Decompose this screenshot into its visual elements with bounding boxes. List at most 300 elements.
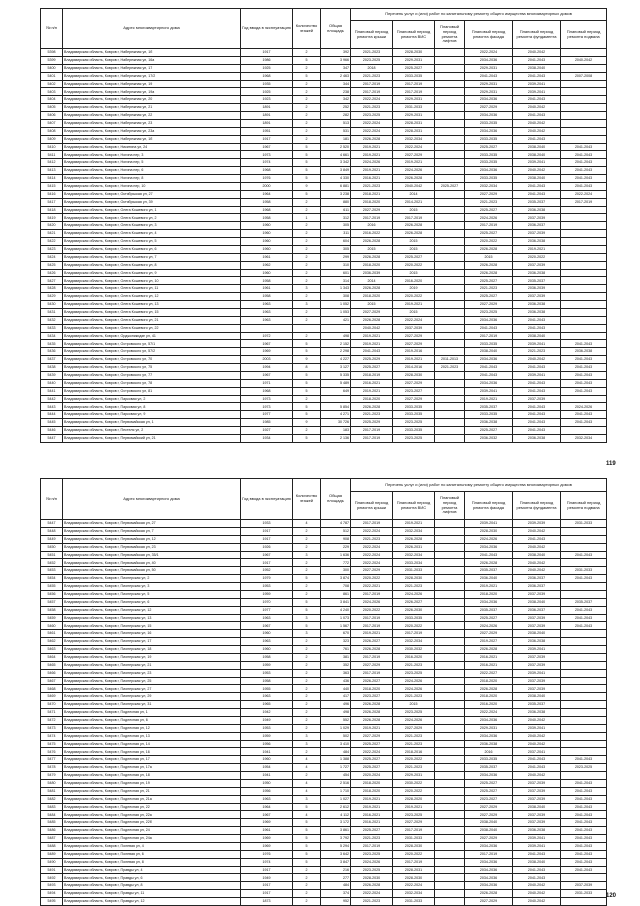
row-area: 30 726 — [321, 419, 351, 427]
row-address: Владимирская область, Ковров г, Островского ул, 77 — [63, 371, 241, 379]
row-foundation: 2039-2041 — [513, 724, 561, 732]
row-basement — [561, 308, 607, 316]
row-address: Владимирская область, Ковров г, Олега Кошевого ул, 12 — [63, 293, 241, 301]
row-foundation: 2040-2042 — [513, 127, 561, 135]
row-vis: 2014-2016 — [393, 364, 435, 372]
row-foundation: 2038-2040 — [513, 551, 561, 559]
row-area: 314 — [321, 277, 351, 285]
table-row — [41, 151, 607, 159]
row-roof: 2022-2024 — [351, 96, 393, 104]
row-facade: 2033-2035 — [465, 340, 513, 348]
row-lifts — [435, 685, 465, 693]
row-foundation: 2040-2042 — [513, 740, 561, 748]
row-vis: 2026-2028 — [393, 222, 435, 230]
table-row — [41, 535, 607, 543]
row-address: Владимирская область, Ковров г, Парковая ул, 8 — [63, 403, 241, 411]
row-floors: 4 — [293, 764, 321, 772]
row-floors: 4 — [293, 520, 321, 528]
row-facade: 2039-2041 — [465, 387, 513, 395]
row-roof: 2018-2020 — [351, 293, 393, 301]
row-roof: 2023-2025 — [351, 850, 393, 858]
row-number: 5408 — [41, 127, 63, 135]
row-lifts — [435, 677, 465, 685]
row-roof: 2025-2027 — [351, 740, 393, 748]
row-vis: 2033-2035 — [393, 403, 435, 411]
row-address: Владимирская область, Ковров г, Подлесная ул, 24а — [63, 835, 241, 843]
row-lifts — [435, 135, 465, 143]
row-address: Владимирская область, Ковров г, Пионерская ул, 17 — [63, 638, 241, 646]
row-foundation: 2041-2043 — [513, 56, 561, 64]
row-vis: 2023-2027 — [393, 387, 435, 395]
row-lifts — [435, 819, 465, 827]
row-floors: 5 — [293, 175, 321, 183]
row-roof: 2025-2027 — [351, 756, 393, 764]
row-roof: 2024-2026 — [351, 159, 393, 167]
row-facade: 2035-2037 — [465, 764, 513, 772]
row-address: Владимирская область, Ковров г, Подлесная ул, 1 — [63, 709, 241, 717]
row-roof: 2018-2021 — [351, 190, 393, 198]
row-year: 1952 — [241, 567, 293, 575]
row-roof: 2015 — [351, 245, 393, 253]
header-num: № п/п — [41, 479, 63, 520]
row-year: 1979 — [241, 575, 293, 583]
row-address: Владимирская область, Ковров г, Пионерская ул, 13 — [63, 614, 241, 622]
row-roof: 2017-2019 — [351, 214, 393, 222]
row-roof: 2024-2026 — [351, 598, 393, 606]
row-facade: 2029-2031 — [465, 724, 513, 732]
row-vis: 2027-2029 — [393, 724, 435, 732]
row-foundation: 2039-2041 — [513, 80, 561, 88]
row-address: Владимирская область, Ковров г, Подлесная ул, 18 — [63, 772, 241, 780]
row-vis: 2019-2021 — [393, 520, 435, 528]
row-address: Владимирская область, Ковров г, Подлесная ул, 22а — [63, 811, 241, 819]
row-number: 5429 — [41, 293, 63, 301]
row-area: 1 052 — [321, 301, 351, 309]
row-foundation: 2041-2043 — [513, 419, 561, 427]
row-lifts — [435, 779, 465, 787]
row-address: Владимирская область, Ковров г, Полевая ул, 4 — [63, 842, 241, 850]
row-facade: 2025-2027 — [465, 427, 513, 435]
row-basement — [561, 285, 607, 293]
table-row — [41, 49, 607, 57]
row-roof: 2016-2022 — [351, 230, 393, 238]
row-address: Владимирская область, Ковров г, Олега Кошевого ул, 7 — [63, 253, 241, 261]
row-lifts — [435, 614, 465, 622]
row-foundation: 2036-2038 — [513, 709, 561, 717]
row-number: 5491 — [41, 866, 63, 874]
row-number: 5398 — [41, 49, 63, 57]
row-roof: 2027-2029 — [351, 661, 393, 669]
row-floors: 5 — [293, 850, 321, 858]
row-lifts — [435, 119, 465, 127]
row-facade: 2015 — [465, 253, 513, 261]
row-floors: 5 — [293, 575, 321, 583]
row-floors: 5 — [293, 827, 321, 835]
row-vis: 2014-2021 — [393, 198, 435, 206]
row-year: 1960 — [241, 269, 293, 277]
row-vis: 2033-2035 — [393, 614, 435, 622]
row-address: Владимирская область, Ковров г, Пионерская ул, 16 — [63, 630, 241, 638]
row-vis: 2020-2022 — [393, 756, 435, 764]
row-area: 181 — [321, 135, 351, 143]
row-year: 1963 — [241, 301, 293, 309]
row-year: 1917 — [241, 890, 293, 898]
row-area: 1 027 — [321, 795, 351, 803]
row-roof: 2018-2020 — [351, 787, 393, 795]
row-basement — [561, 709, 607, 717]
row-facade: 2025-2027 — [465, 293, 513, 301]
row-floors: 2 — [293, 64, 321, 72]
table-row — [41, 764, 607, 772]
row-floors: 5 — [293, 622, 321, 630]
table-row — [41, 866, 607, 874]
row-lifts — [435, 245, 465, 253]
row-foundation: 2037-2039 — [513, 811, 561, 819]
row-lifts — [435, 803, 465, 811]
row-year: 1964 — [241, 803, 293, 811]
row-floors: 5 — [293, 143, 321, 151]
row-year: 1917 — [241, 535, 293, 543]
row-address: Владимирская область, Ковров г, Островского ул, 57/2 — [63, 348, 241, 356]
row-floors: 2 — [293, 269, 321, 277]
row-lifts — [435, 206, 465, 214]
row-foundation: 2040-2042 — [513, 898, 561, 906]
row-area: 2 520 — [321, 143, 351, 151]
row-year: 1967 — [241, 143, 293, 151]
row-lifts — [435, 285, 465, 293]
row-number: 5454 — [41, 575, 63, 583]
row-vis: 2020-2022 — [393, 787, 435, 795]
row-foundation: 2038-2040 — [513, 598, 561, 606]
table-row — [41, 842, 607, 850]
row-number: 5443 — [41, 403, 63, 411]
row-foundation: 2041-2043 — [513, 379, 561, 387]
row-address: Владимирская область, Ковров г, Парковая ул, 2 — [63, 395, 241, 403]
table-row — [41, 56, 607, 64]
table-row — [41, 104, 607, 112]
row-facade: 2017-2019 — [465, 332, 513, 340]
row-basement: 2041-2043 — [561, 167, 607, 175]
row-foundation: 2040-2042 — [513, 882, 561, 890]
row-floors: 2 — [293, 709, 321, 717]
row-year: 1958 — [241, 293, 293, 301]
row-foundation: 2039-2041 — [513, 371, 561, 379]
row-area: 454 — [321, 772, 351, 780]
row-facade: 2022-2024 — [465, 49, 513, 57]
row-roof: 2017-2019 — [351, 614, 393, 622]
row-floors: 2 — [293, 882, 321, 890]
row-lifts — [435, 395, 465, 403]
row-basement — [561, 269, 607, 277]
row-year: 1963 — [241, 614, 293, 622]
row-lifts — [435, 403, 465, 411]
row-basement: 2041-2043 — [561, 175, 607, 183]
row-year: 1976 — [241, 175, 293, 183]
row-address: Владимирская область, Ковров г, Пионерская ул, 31 — [63, 701, 241, 709]
row-foundation: 2040-2042 — [513, 567, 561, 575]
header-year: Год ввода в эксплуатацию — [241, 479, 293, 520]
row-lifts — [435, 190, 465, 198]
row-number: 5455 — [41, 583, 63, 591]
header-num: № п/п — [41, 9, 63, 49]
row-basement: 2041-2043 — [561, 182, 607, 190]
row-number: 5488 — [41, 842, 63, 850]
row-facade: 2033-2035 — [465, 119, 513, 127]
row-address: Владимирская область, Ковров г, Набережная ул, 19 — [63, 80, 241, 88]
table-row — [41, 551, 607, 559]
row-vis: 2032-2034 — [393, 638, 435, 646]
row-year: 1917 — [241, 527, 293, 535]
row-vis: 2023-2025 — [393, 434, 435, 442]
row-year: 1891 — [241, 112, 293, 120]
row-roof: 2024-2026 — [351, 858, 393, 866]
row-lifts — [435, 590, 465, 598]
row-lifts — [435, 324, 465, 332]
row-foundation: 2037-2039 — [513, 819, 561, 827]
row-lifts — [435, 159, 465, 167]
row-year: 1923 — [241, 96, 293, 104]
row-year: 1951 — [241, 127, 293, 135]
row-foundation: 2041-2043 — [513, 850, 561, 858]
row-basement: 2023-2025 — [561, 764, 607, 772]
row-year: 1955 — [241, 685, 293, 693]
row-lifts — [435, 772, 465, 780]
row-roof: 2023-2025 — [351, 866, 393, 874]
row-address: Владимирская область, Ковров г, Первомайская ул, 12 — [63, 535, 241, 543]
row-roof: 2021-2023 — [351, 835, 393, 843]
row-foundation: 2038-2040 — [513, 630, 561, 638]
row-basement: 2041-2043 — [561, 371, 607, 379]
row-roof: 2017-2019 — [351, 669, 393, 677]
row-facade: 2029-2031 — [465, 64, 513, 72]
row-number: 5444 — [41, 411, 63, 419]
row-address: Владимирская область, Ковров г, Полевая ул, 8 — [63, 858, 241, 866]
row-floors: 8 — [293, 364, 321, 372]
row-basement: 2041-2043 — [561, 387, 607, 395]
row-foundation: 2041-2043 — [513, 135, 561, 143]
row-vis: 2026-2030 — [393, 606, 435, 614]
row-floors: 3 — [293, 732, 321, 740]
row-basement — [561, 96, 607, 104]
row-area: 3 342 — [321, 159, 351, 167]
row-roof: 2022-2021 — [351, 583, 393, 591]
row-floors: 2 — [293, 701, 321, 709]
row-foundation: 2039-2041 — [513, 340, 561, 348]
row-basement: 2041-2043 — [561, 850, 607, 858]
row-roof: 2027-2029 — [351, 732, 393, 740]
row-floors: 2 — [293, 49, 321, 57]
row-foundation: 2037-2039 — [513, 779, 561, 787]
row-foundation: 2037-2039 — [513, 661, 561, 669]
row-vis: 2019-2021 — [393, 356, 435, 364]
row-floors: 2 — [293, 653, 321, 661]
row-area: 252 — [321, 104, 351, 112]
row-vis: 2023-2025 — [393, 709, 435, 717]
row-facade: 2026-2028 — [465, 890, 513, 898]
row-lifts — [435, 379, 465, 387]
row-lifts — [435, 748, 465, 756]
row-vis: 2028-2031 — [393, 119, 435, 127]
row-address: Владимирская область, Ковров г, Олега Кошевого ул, 15 — [63, 308, 241, 316]
row-lifts: 2025-2027 — [435, 182, 465, 190]
row-roof: 2028-2030 — [351, 874, 393, 882]
row-vis: 2022-2024 — [393, 316, 435, 324]
row-roof: 2017-2019 — [351, 842, 393, 850]
table-row — [41, 740, 607, 748]
row-year: 1968 — [241, 72, 293, 80]
row-basement: 2041-2043 — [561, 419, 607, 427]
row-vis: 2017-2019 — [393, 88, 435, 96]
row-area: 2 152 — [321, 340, 351, 348]
row-address: Владимирская область, Ковров г, Набережная ул, 23 — [63, 119, 241, 127]
row-lifts — [435, 583, 465, 591]
row-foundation: 2040-2042 — [513, 49, 561, 57]
row-vis: 2027-2029 — [393, 819, 435, 827]
row-basement — [561, 230, 607, 238]
row-facade: 2034-2036 — [465, 716, 513, 724]
row-lifts — [435, 49, 465, 57]
row-vis: 2021-2023 — [393, 583, 435, 591]
row-basement — [561, 427, 607, 435]
table-row — [41, 598, 607, 606]
row-floors: 2 — [293, 222, 321, 230]
row-lifts — [435, 387, 465, 395]
row-basement: 2032-2034 — [561, 434, 607, 442]
row-foundation: 2041-2043 — [513, 324, 561, 332]
row-floors: 2 — [293, 567, 321, 575]
row-facade: 2034-2036 — [465, 732, 513, 740]
row-facade: 2034-2036 — [465, 112, 513, 120]
row-vis: 2028-2031 — [393, 127, 435, 135]
row-roof: 2041-2043 — [351, 348, 393, 356]
table-row — [41, 419, 607, 427]
row-area: 552 — [321, 716, 351, 724]
row-facade: 2018-2020 — [465, 590, 513, 598]
row-year: 1954 — [241, 764, 293, 772]
row-basement — [561, 104, 607, 112]
row-roof: 2026-2028 — [351, 716, 393, 724]
row-roof: 2016-2021 — [351, 811, 393, 819]
row-vis: 2022-2024 — [393, 143, 435, 151]
row-vis: 2031-2033 — [393, 898, 435, 906]
header-address: Адрес многоквартирного дома — [63, 9, 241, 49]
row-lifts — [435, 630, 465, 638]
row-lifts — [435, 874, 465, 882]
row-floors: 2 — [293, 661, 321, 669]
row-foundation: 2039-2041 — [513, 669, 561, 677]
row-floors: 3 — [293, 614, 321, 622]
row-floors: 5 — [293, 371, 321, 379]
row-basement: 2041-2043 — [561, 842, 607, 850]
row-foundation: 2039-2041 — [513, 646, 561, 654]
row-address: Владимирская область, Ковров г, Олега Кошевого ул, 2 — [63, 214, 241, 222]
row-facade: 2025-2027 — [465, 230, 513, 238]
row-vis: 2032-2034 — [393, 527, 435, 535]
row-year: 1976 — [241, 850, 293, 858]
row-roof: 2016-2021 — [351, 175, 393, 183]
row-lifts — [435, 96, 465, 104]
row-year: 1956 — [241, 740, 293, 748]
table-row — [41, 72, 607, 80]
row-lifts — [435, 222, 465, 230]
row-area: 513 — [321, 119, 351, 127]
row-basement: 2041-2043 — [561, 835, 607, 843]
row-area: 5 854 — [321, 403, 351, 411]
row-area: 3 127 — [321, 364, 351, 372]
row-year: 1958 — [241, 653, 293, 661]
row-floors: 3 — [293, 740, 321, 748]
row-foundation: 2037-2039 — [513, 622, 561, 630]
row-floors: 2 — [293, 772, 321, 780]
row-year: 1961 — [241, 827, 293, 835]
row-roof: 2022-2024 — [351, 527, 393, 535]
row-number: 5409 — [41, 135, 63, 143]
row-area: 3 410 — [321, 740, 351, 748]
row-roof: 2017-2019 — [351, 80, 393, 88]
row-basement: 2041-2043 — [561, 858, 607, 866]
row-address: Владимирская область, Ковров г, Первомайская ул, 23 — [63, 543, 241, 551]
table-row — [41, 119, 607, 127]
table-row — [41, 772, 607, 780]
row-number: 5407 — [41, 119, 63, 127]
row-vis: 2026-2028 — [393, 535, 435, 543]
row-year: 1960 — [241, 245, 293, 253]
row-roof: 2019-2021 — [351, 151, 393, 159]
row-area: 421 — [321, 316, 351, 324]
row-floors: 4 — [293, 779, 321, 787]
row-vis: 2027-2029 — [393, 379, 435, 387]
row-facade: 2029-2031 — [465, 80, 513, 88]
row-vis: 2023-2025 — [393, 811, 435, 819]
row-floors: 2 — [293, 332, 321, 340]
header-facade: Плановый период ремонта фасада — [465, 21, 513, 49]
row-lifts — [435, 850, 465, 858]
repair-table-2 — [40, 478, 607, 906]
row-number: 5410 — [41, 143, 63, 151]
table-row — [41, 308, 607, 316]
table-row — [41, 787, 607, 795]
row-foundation: 2037-2039 — [513, 214, 561, 222]
row-year: 1953 — [241, 583, 293, 591]
row-year: 1961 — [241, 253, 293, 261]
row-year: 1933 — [241, 520, 293, 528]
row-area: 3 792 — [321, 835, 351, 843]
row-lifts — [435, 88, 465, 96]
row-roof: 2014 — [351, 277, 393, 285]
row-lifts — [435, 56, 465, 64]
row-year: 1873 — [241, 898, 293, 906]
row-area: 5 489 — [321, 379, 351, 387]
row-number: 5415 — [41, 182, 63, 190]
row-number: 5484 — [41, 811, 63, 819]
row-roof: 2018-2019 — [351, 371, 393, 379]
row-address: Владимирская область, Ковров г, Подлесная ул, 19 — [63, 779, 241, 787]
row-roof: 2021-2023 — [351, 535, 393, 543]
row-roof: 2026-2028 — [351, 135, 393, 143]
row-area: 4 330 — [321, 175, 351, 183]
row-year: 1973 — [241, 151, 293, 159]
row-vis: 2019-2021 — [393, 301, 435, 309]
row-year: 1953 — [241, 724, 293, 732]
header-foundation: Плановый период ремонта фундамента — [513, 492, 561, 520]
row-address: Владимирская область, Ковров г, Никитина ул, 24 — [63, 143, 241, 151]
row-foundation: 2036-2037 — [513, 606, 561, 614]
row-roof: 2022-2024 — [351, 119, 393, 127]
row-floors: 5 — [293, 379, 321, 387]
row-vis: 2019 — [393, 285, 435, 293]
row-number: 5486 — [41, 827, 63, 835]
row-roof: 2020-2022 — [351, 575, 393, 583]
